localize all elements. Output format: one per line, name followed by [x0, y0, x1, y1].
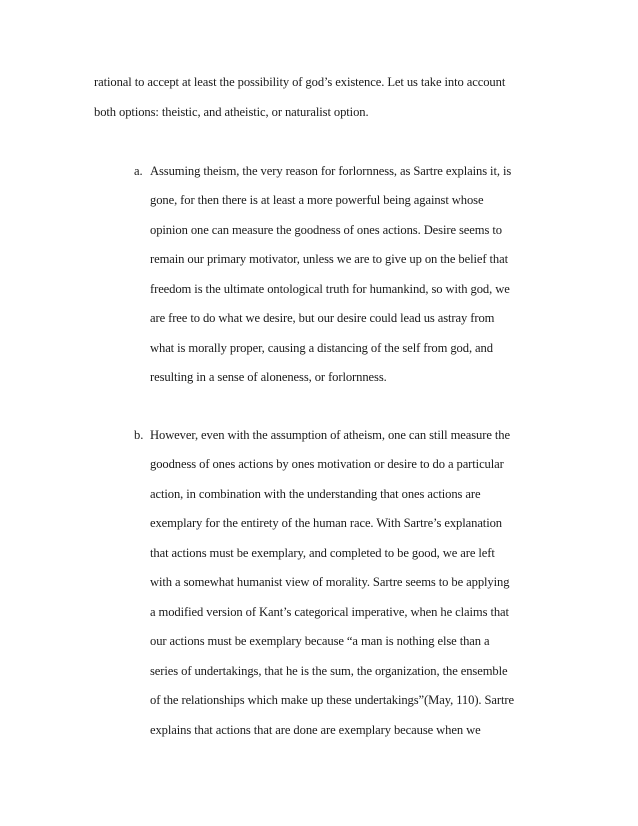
list-item-a-line: what is morally proper, causing a distancing of the self from god, and: [150, 341, 493, 355]
list-item-b-line: a modified version of Kant’s categorical imperative, when he claims that: [150, 605, 509, 619]
list-item-a-line: remain our primary motivator, unless we are to give up on the belief that: [150, 252, 509, 266]
list-item-a-line: opinion one can measure the goodness of ones actions. Desire seems to: [150, 223, 502, 237]
list-item-b-line: with a somewhat humanist view of morality. Sartre seems to be applying: [150, 575, 510, 589]
list-item-a-line: gone, for then there is at least a more powerful being against whose: [150, 193, 484, 207]
list-item-b-line: action, in combination with the understanding that ones actions are: [150, 487, 481, 501]
list-marker-a: a.: [134, 164, 143, 178]
list-item-b-line: exemplary for the entirety of the human race. With Sartre’s explanation: [150, 516, 503, 530]
list-item-a-line: freedom is the ultimate ontological truth for humankind, so with god, we: [150, 282, 510, 296]
list-item-b-line: goodness of ones actions by ones motivation or desire to do a particular: [150, 457, 504, 471]
intro-line: both options: theistic, and atheistic, or naturalist option.: [94, 105, 369, 119]
list-item-b-line: that actions must be exemplary, and completed to be good, we are left: [150, 546, 495, 560]
list-item-b-line: of the relationships which make up these undertakings”(May, 110). Sartre: [150, 693, 514, 707]
list-item-b-line: However, even with the assumption of atheism, one can still measure the: [150, 428, 510, 442]
list-marker-b: b.: [134, 428, 144, 442]
list-item-b-line: our actions must be exemplary because “a man is nothing else than a: [150, 634, 490, 648]
list-item-a-line: resulting in a sense of aloneness, or forlornness.: [150, 370, 387, 384]
list-item-a-line: Assuming theism, the very reason for forlornness, as Sartre explains it, is: [150, 164, 512, 178]
intro-line: rational to accept at least the possibility of god’s existence. Let us take into account: [94, 75, 506, 89]
list-item-a-line: are free to do what we desire, but our desire could lead us astray from: [150, 311, 495, 325]
list-item-b-line: explains that actions that are done are exemplary because when we: [150, 723, 481, 737]
list-item-b-line: series of undertakings, that he is the sum, the organization, the ensemble: [150, 664, 508, 678]
